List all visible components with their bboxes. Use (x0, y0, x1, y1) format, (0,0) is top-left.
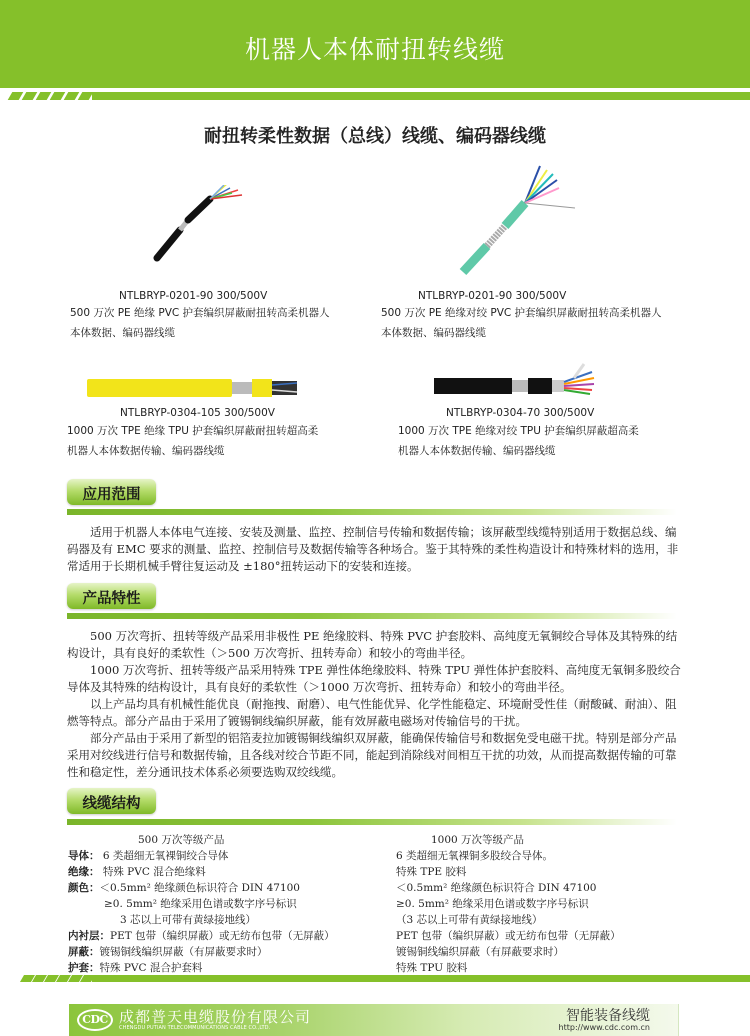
product-description: 500 万次 PE 绝缘 PVC 护套编织屏蔽耐扭转高柔机器人 本体数据、编码器线缆 (70, 307, 330, 339)
column-header: 500 万次等级产品 (138, 834, 225, 846)
company-name: 成都普天电缆股份有限公司 (119, 1008, 312, 1026)
product-code: NTLBRYP-0304-105 300/500V (120, 407, 275, 419)
section-divider (67, 613, 677, 619)
structure-row: ≥0. 5mm² 绝缘采用色谱或数字序号标识 (396, 898, 589, 910)
structure-row: 3 芯以上可带有黄绿接地线） (120, 914, 257, 926)
structure-1000-column (396, 832, 621, 976)
structure-row: 6 类超细无氧裸铜多股绞合导体。 (396, 850, 554, 862)
product-code: NTLBRYP-0201-90 300/500V (418, 290, 567, 302)
footer-slogan: 智能装备线缆 (566, 1008, 650, 1024)
product-description: 1000 万次 TPE 绝缘 TPU 护套编织屏蔽耐扭转超高柔 机器人本体数据传输、编码器线缆 (67, 425, 319, 457)
product-description: 500 万次 PE 绝缘对绞 PVC 护套编织屏蔽耐扭转高柔机器人 本体数据、编码器线缆 (381, 307, 662, 339)
product-code: NTLBRYP-0304-70 300/500V (446, 407, 595, 419)
company-website-link[interactable]: http://www.cdc.com.cn (558, 1023, 650, 1032)
structure-row: ＜0.5mm² 绝缘颜色标识符合 DIN 47100 (396, 882, 597, 894)
section-header-application: 应用范围 (67, 479, 156, 505)
product-code: NTLBRYP-0201-90 300/500V (119, 290, 268, 302)
structure-500-column (68, 832, 335, 976)
black-shielded-cable-icon (434, 362, 604, 402)
company-name-english: CHENGDU PUTIAN TELECOMMUNICATIONS CABLE CO.,LTD. (119, 1025, 271, 1031)
structure-row: ≥0. 5mm² 绝缘采用色谱或数字序号标识 (104, 898, 297, 910)
structure-row: 特殊 TPE 胶料 (396, 866, 467, 878)
section-header-structure: 线缆结构 (67, 788, 156, 814)
structure-row: 镀锡铜线编织屏蔽（有屏蔽要求时） (396, 946, 564, 958)
structure-row: 颜色：＜0.5mm² 绝缘颜色标识符合 DIN 47100 (68, 882, 300, 894)
header-stripe-divider (0, 92, 750, 100)
yellow-cable-icon (87, 377, 302, 401)
structure-row: 绝缘： 特殊 PVC 混合绝缘料 (68, 866, 206, 878)
footer-stripe-divider (0, 975, 750, 982)
section-header-features: 产品特性 (67, 583, 156, 609)
structure-row: PET 包带（编织屏蔽）或无纺布包带（无屏蔽） (396, 930, 621, 942)
black-cable-icon (150, 185, 260, 265)
application-text: 适用于机器人本体电气连接、安装及测量、监控、控制信号传输和数据传输；该屏蔽型线缆特别适用于数据总线、编码器及有 EMC 要求的测量、监控、控制信号及数据传输等各种场合。鉴于其特殊的柔性构造设计和特殊材料的选用，非常适用于长期机械手臂往复运动及 ±180°扭转运动下的安装和连接。 (67, 525, 679, 573)
header-banner (0, 0, 750, 88)
features-text: 500 万次弯折、扭转等级产品采用非极性 PE 绝缘胶料、特殊 PVC 护套胶料、高纯度无氧铜绞合导体及其特殊的结构设计，具有良好的柔软性（＞500 万次弯折、扭转寿命）和较小的弯曲半径。 1000 万次弯折、扭转等级产品采用特殊 TPE 弹性体绝缘胶料、特殊 TPU 弹性体护套胶料、高纯度无氧铜多股绞合导体及其特殊的结构设计，具有良好的柔软性（＞1000 万次弯折、扭转寿命）和较小的弯曲半径。 以上产品均具有机械性能优良（耐拖拽、耐磨）、电气性能优异、化学性能稳定、环境耐受性佳（耐酸碱、耐油）、阻燃等特点。部分产品由于采用了镀锡铜线编织屏蔽，能有效屏蔽电磁场对传输信号的干扰。 部分产品由于采用了新型的铝箔麦拉加镀锡铜线编织双屏蔽，能确保传输信号和数据免受电磁干扰。特别是部分产品采用对绞线进行信号和数据传输，且各线对绞合节距不同，能起到消除线对间相互干扰的功效，从而提高数据传输的可靠性和稳定性，差分通讯技术体系必须要选购双绞线缆。 (67, 629, 681, 779)
section-divider (67, 819, 677, 825)
teal-cable-icon (455, 158, 585, 278)
product-description: 1000 万次 TPE 绝缘对绞 TPU 护套编织屏蔽超高柔 机器人本体数据传输、编码器线缆 (398, 425, 639, 457)
column-header: 1000 万次等级产品 (431, 834, 525, 846)
page-title: 机器人本体耐扭转线缆 (244, 35, 505, 64)
structure-row: 特殊 TPU 胶料 (396, 962, 468, 974)
footer-company-banner (69, 1004, 679, 1036)
structure-row: 屏蔽：镀锡铜线编织屏蔽（有屏蔽要求时） (68, 946, 268, 958)
company-logo: CDC (77, 1009, 113, 1031)
section-divider (67, 509, 677, 515)
structure-row: 导体： 6 类超细无氧裸铜绞合导体 (68, 850, 229, 862)
structure-row: 内衬层：PET 包带（编织屏蔽）或无纺布包带（无屏蔽） (68, 930, 335, 942)
structure-row: 护套：特殊 PVC 混合护套料 (68, 962, 203, 974)
section-subtitle: 耐扭转柔性数据（总线）线缆、编码器线缆 (204, 126, 546, 147)
structure-row: （3 芯以上可带有黄绿接地线） (396, 914, 543, 926)
